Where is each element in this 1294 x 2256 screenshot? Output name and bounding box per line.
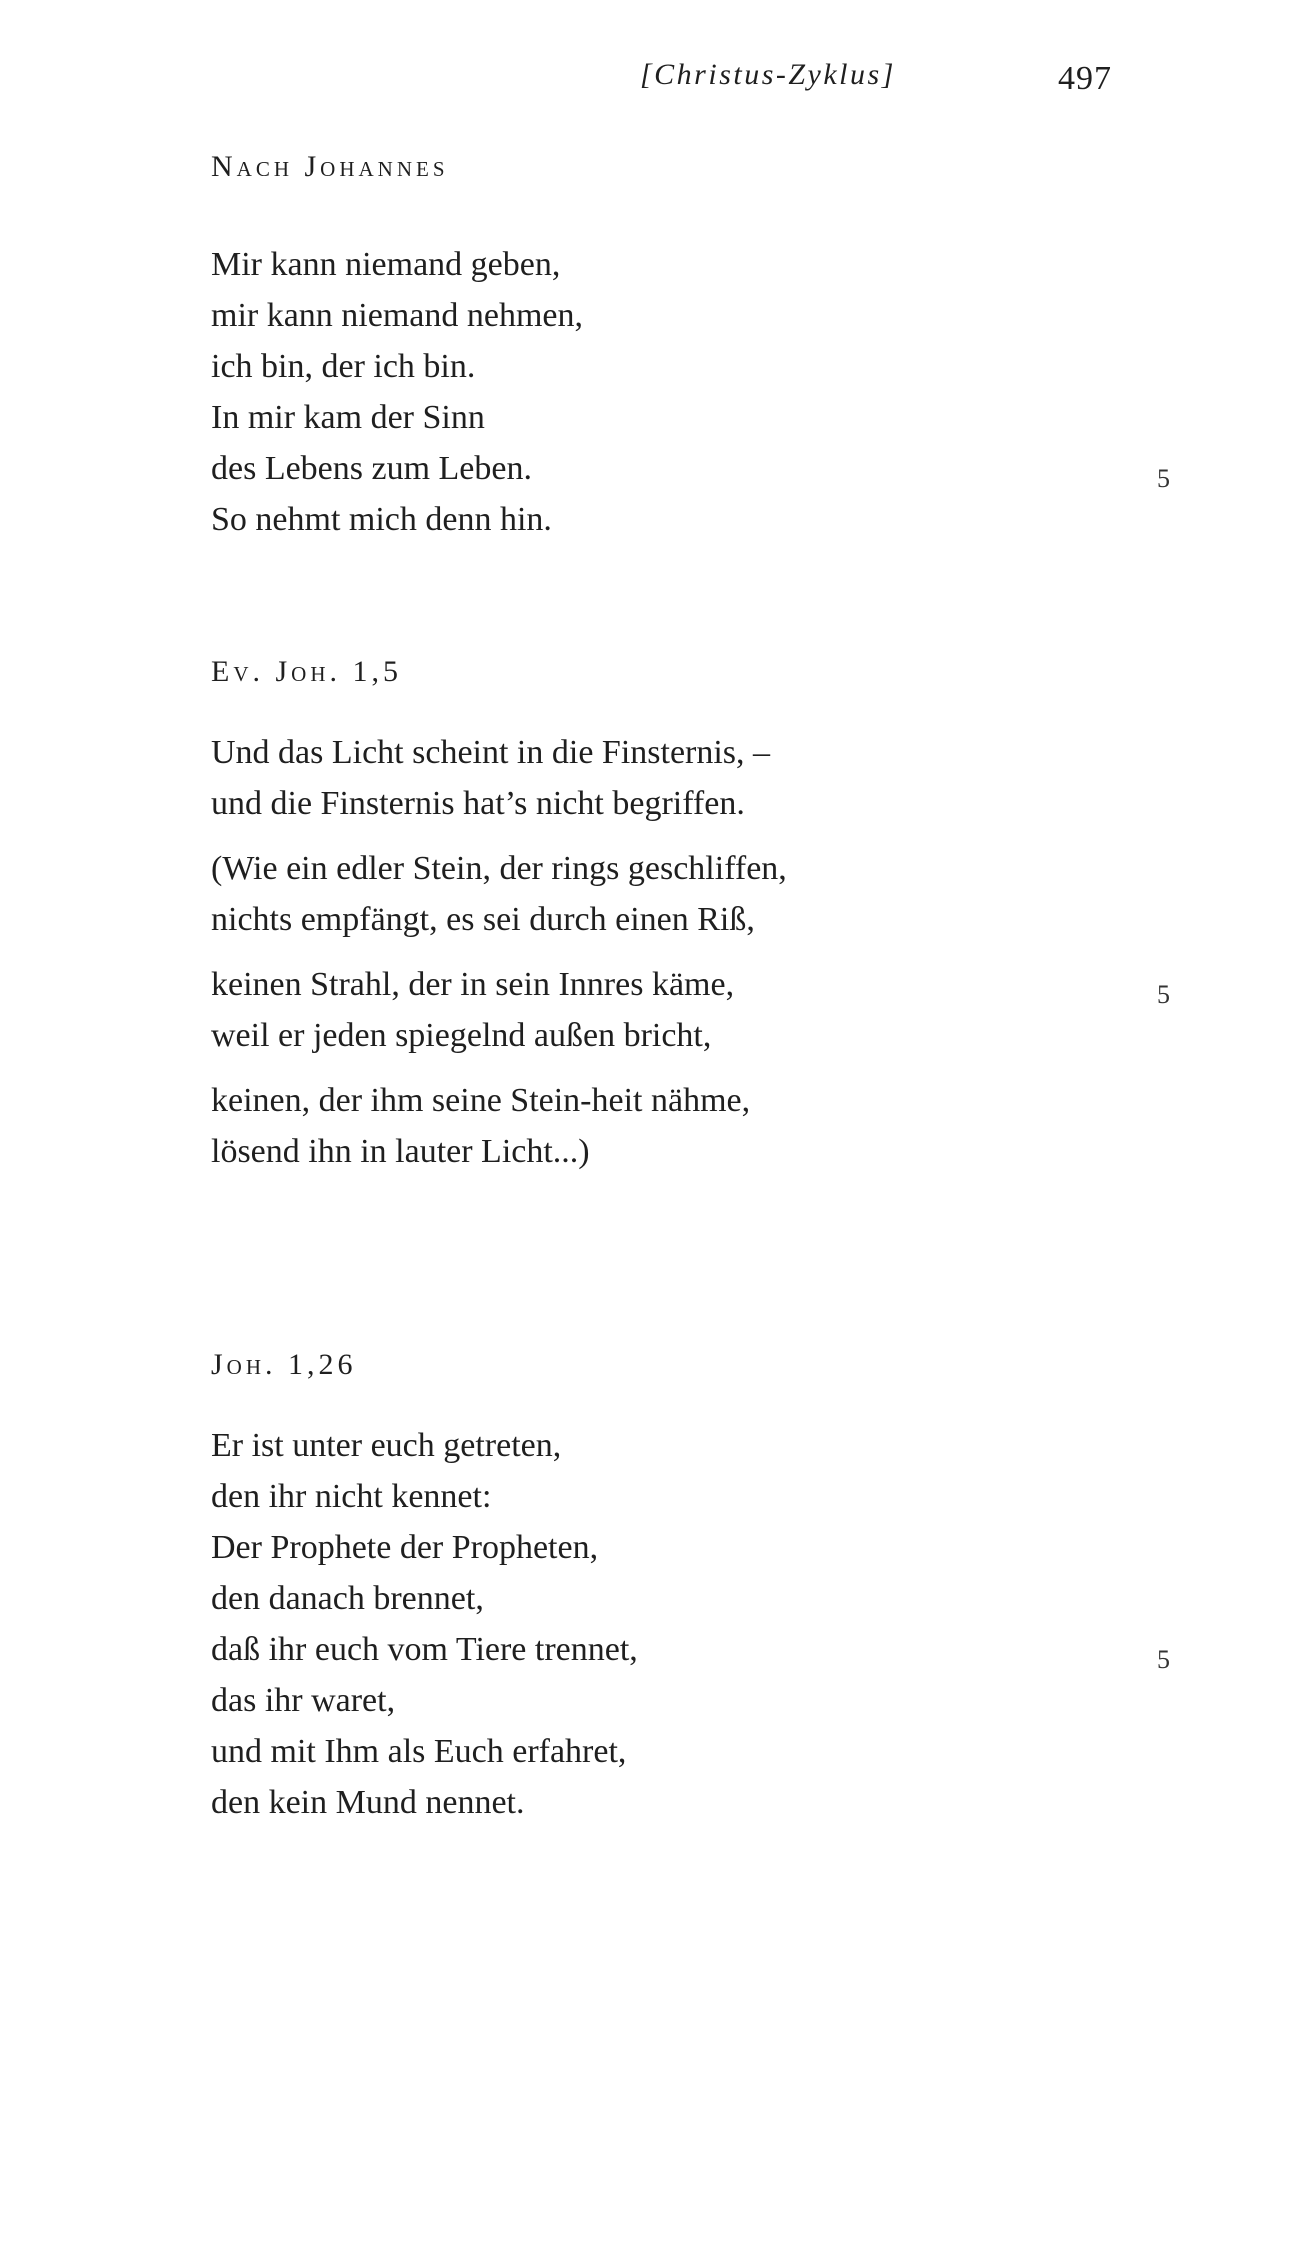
page-number: 497 — [1058, 60, 1112, 97]
verse-line: und mit Ihm als Euch erfahret, — [211, 1733, 627, 1770]
verse-line: das ihr waret, — [211, 1682, 396, 1719]
verse-line: nichts empfängt, es sei durch einen Riß, — [211, 901, 755, 938]
verse-line: den ihr nicht kennet: — [211, 1478, 492, 1515]
verse-line — [211, 443, 1170, 494]
verse-line: und die Finsternis hat’s nicht begriffen. — [211, 785, 745, 822]
verse-text: keinen Strahl, der in sein Innres käme, — [211, 966, 735, 1003]
stanza — [211, 239, 1170, 545]
poem-title: Joh. 1,26 — [211, 1348, 357, 1381]
line-number: 5 — [1157, 464, 1170, 493]
verse-line: So nehmt mich denn hin. — [211, 501, 552, 538]
running-head: [Christus-Zyklus] — [640, 58, 896, 91]
verse-line: den kein Mund nennet. — [211, 1784, 525, 1821]
verse-line — [211, 1624, 1170, 1675]
verse-line: Und das Licht scheint in die Finsternis, – — [211, 734, 771, 771]
verse-line: mir kann niemand nehmen, — [211, 297, 584, 334]
verse-line — [211, 959, 1170, 1010]
verse-line: weil er jeden spiegelnd außen bricht, — [211, 1017, 712, 1054]
verse-line: (Wie ein edler Stein, der rings geschliffen, — [211, 850, 787, 887]
stanza — [211, 727, 787, 829]
stanza — [211, 843, 787, 945]
poem-title: Nach Johannes — [211, 150, 449, 183]
verse-text: des Lebens zum Leben. — [211, 450, 532, 487]
line-number: 5 — [1157, 980, 1170, 1009]
verse-line: den danach brennet, — [211, 1580, 484, 1617]
verse-text: daß ihr euch vom Tiere trennet, — [211, 1631, 638, 1668]
stanza — [211, 1420, 1170, 1828]
stanza — [211, 1075, 787, 1177]
verse-line: In mir kam der Sinn — [211, 399, 485, 436]
verse-line: keinen, der ihm seine Stein-heit nähme, — [211, 1082, 751, 1119]
verse-line: Er ist unter euch getreten, — [211, 1427, 562, 1464]
line-number: 5 — [1157, 1645, 1170, 1674]
verse-line: lösend ihn in lauter Licht...) — [211, 1133, 590, 1170]
stanza — [211, 959, 1170, 1061]
verse-line: Mir kann niemand geben, — [211, 246, 561, 283]
poem-nach-johannes — [211, 150, 1170, 545]
poem-joh-1-26 — [211, 1348, 1170, 1828]
poem-title: Ev. Joh. 1,5 — [211, 655, 402, 688]
poem-ev-joh-1-5 — [211, 655, 1170, 1177]
verse-line: ich bin, der ich bin. — [211, 348, 476, 385]
verse-line: Der Prophete der Propheten, — [211, 1529, 599, 1566]
